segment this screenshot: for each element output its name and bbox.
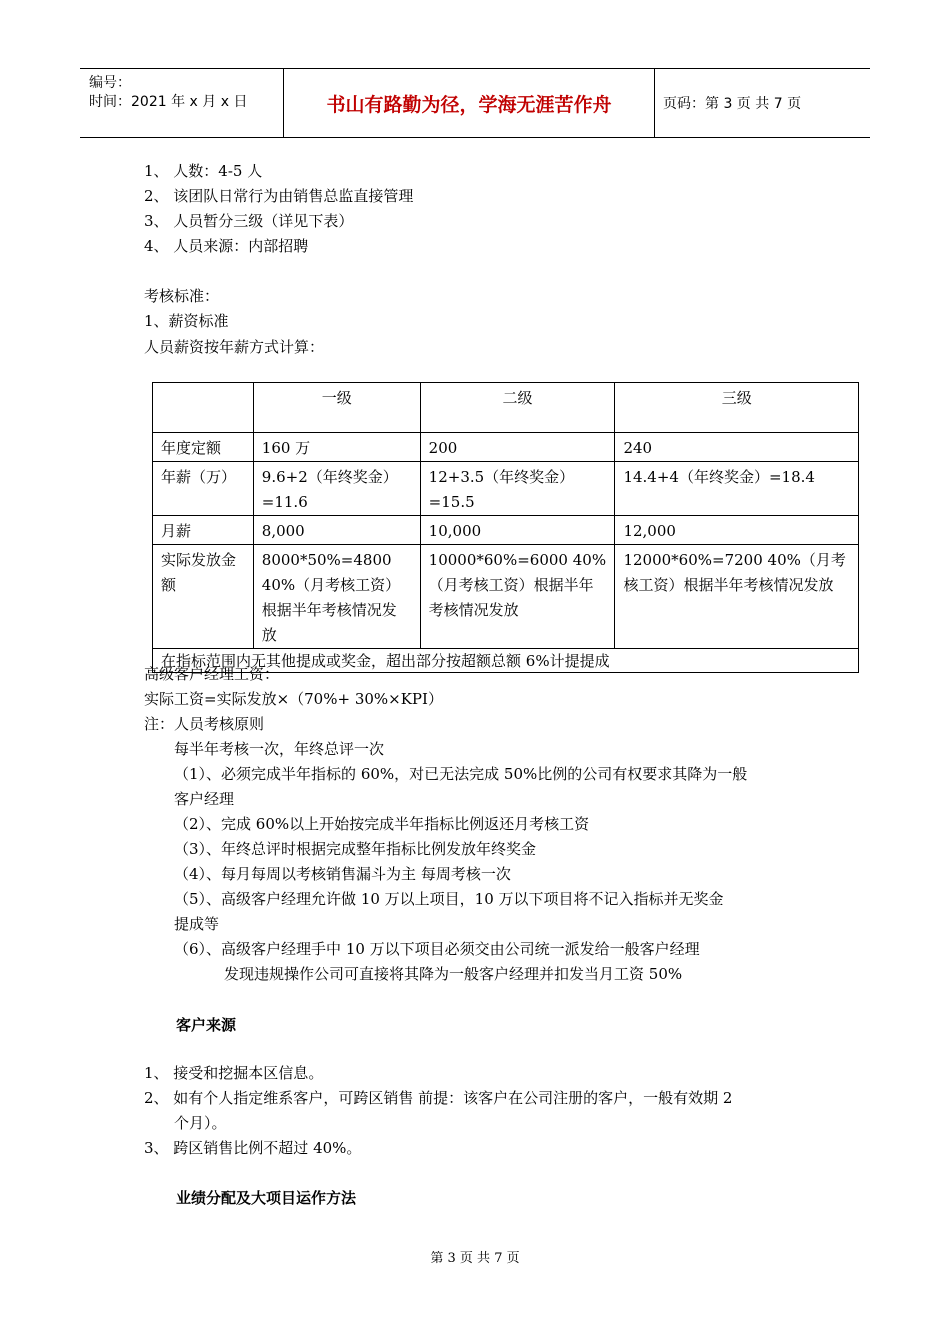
table-row [153,545,859,649]
principle-line: （1）、必须完成半年指标的 60%，对已无法完成 50%比例的公司有权要求其降为一般 [174,765,748,783]
page-footer: 第 3 页 共 7 页 [430,1251,520,1266]
table-header-row [153,383,859,433]
table-cell: 200 [420,433,615,462]
note-title: 注：人员考核原则 [144,715,265,733]
table-cell: 12+3.5（年终奖金）=15.5 [420,462,615,516]
customer-source-item: 个月）。 [174,1114,227,1132]
salary-table [152,382,859,673]
intro-item-4: 4、 人员来源：内部招聘 [144,237,309,255]
customer-source-item: 2、 如有个人指定维系客户，可跨区销售 前提：该客户在公司注册的客户，一般有效期 2 [144,1089,733,1107]
principle-line: （2）、完成 60%以上开始按完成半年指标比例返还月考核工资 [174,815,590,833]
table-cell: 9.6+2（年终奖金）=11.6 [253,462,420,516]
table-cell: 12,000 [615,516,859,545]
doc-number-label: 编号： [89,75,131,91]
header-cell-level-3: 三级 [615,383,859,433]
header-left [80,69,284,137]
header-page-label: 页码：第 3 页 共 7 页 [663,96,802,112]
table-row [153,433,859,462]
header-cell-level-2: 二级 [420,383,615,433]
salary-formula: 实际工资=实际发放×（70%+ 30%×KPI） [144,690,443,708]
salary-method-text: 人员薪资按年薪方式计算： [144,338,325,356]
intro-item-1: 1、 人数：4-5 人 [144,162,263,180]
table-row [153,516,859,545]
row-label: 实际发放金额 [153,545,254,649]
table-cell: 240 [615,433,859,462]
principle-line: 每半年考核一次，年终总评一次 [174,740,385,758]
header-motto: 书山有路勤为径，学海无涯苦作舟 [284,69,655,137]
header-cell-empty [153,383,254,433]
customer-source-item: 3、 跨区销售比例不超过 40%。 [144,1139,362,1157]
commission-note: 在指标范围内无其他提成或奖金，超出部分按超额总额 6%计提提成 [153,649,859,673]
senior-manager-salary: 高级客户经理工资： [144,665,280,683]
principle-line: 发现违规操作公司可直接将其降为一般客户经理并扣发当月工资 50% [224,965,683,983]
page-header [80,68,870,138]
principle-line: （4）、每月每周以考核销售漏斗为主 每周考核一次 [174,865,511,883]
table-row [153,462,859,516]
header-cell-level-1: 一级 [253,383,420,433]
row-label: 月薪 [153,516,254,545]
table-cell: 10,000 [420,516,615,545]
salary-standard-heading: 1、薪资标准 [144,312,229,330]
intro-item-3: 3、 人员暂分三级（详见下表） [144,212,354,230]
principle-line: 提成等 [174,915,220,933]
customer-source-heading: 客户来源 [176,1016,237,1034]
table-cell: 8,000 [253,516,420,545]
table-cell: 10000*60%=6000 40%（月考核工资）根据半年考核情况发放 [420,545,615,649]
performance-heading: 业绩分配及大项目运作方法 [176,1189,357,1207]
intro-item-2: 2、 该团队日常行为由销售总监直接管理 [144,187,414,205]
row-label: 年度定额 [153,433,254,462]
assessment-title: 考核标准： [144,287,220,305]
doc-time-label: 时间：2021 年 x 月 x 日 [89,94,248,110]
table-cell: 14.4+4（年终奖金）=18.4 [615,462,859,516]
table-cell: 160 万 [253,433,420,462]
principle-line: （3）、年终总评时根据完成整年指标比例发放年终奖金 [174,840,537,858]
principle-line: （5）、高级客户经理允许做 10 万以上项目，10 万以下项目将不记入指标并无奖金 [174,890,724,908]
row-label: 年薪（万） [153,462,254,516]
table-cell: 12000*60%=7200 40%（月考核工资）根据半年考核情况发放 [615,545,859,649]
table-cell: 8000*50%=4800 40%（月考核工资）根据半年考核情况发放 [253,545,420,649]
principle-line: （6）、高级客户经理手中 10 万以下项目必须交由公司统一派发给一般客户经理 [174,940,700,958]
principle-line: 客户经理 [174,790,235,808]
customer-source-item: 1、 接受和挖掘本区信息。 [144,1064,324,1082]
